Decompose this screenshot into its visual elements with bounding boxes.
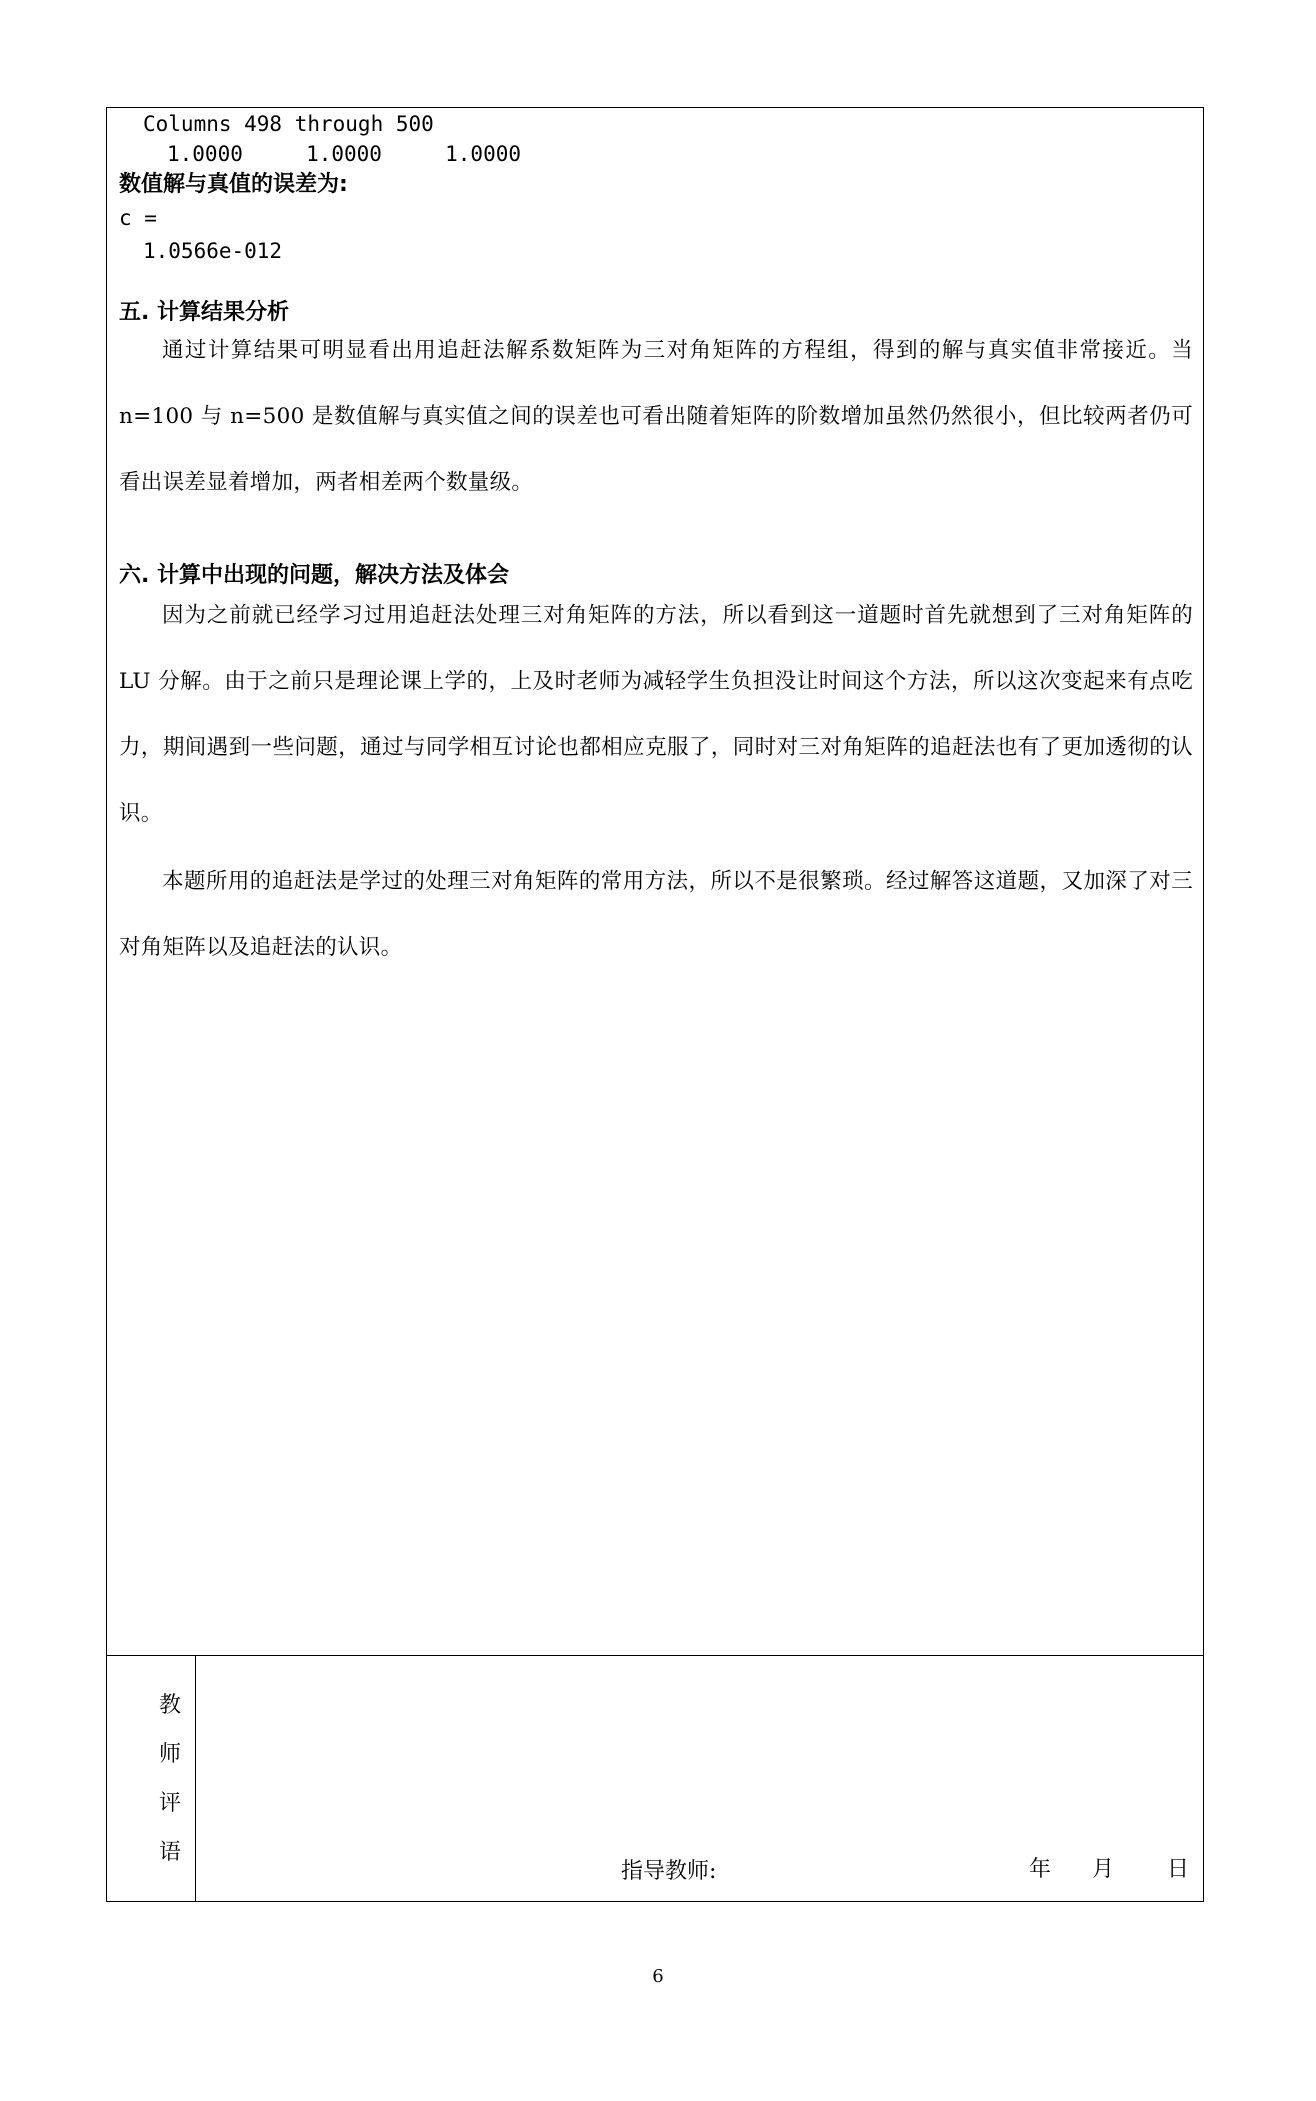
section6-paragraph1: 因为之前就已经学习过用追赶法处理三对角矩阵的方法，所以看到这一道题时首先就想到了三对角矩阵的 LU 分解。由于之前只是理论课上学的，上及时老师为减轻学生负担没让时间这个方法，所以这次变起来有点吃力，期间遇到一些问题，通过与同学相互讨论也都相应克服了，同时对三对角矩阵的追赶法也有了更加透彻的认识。 — [119, 603, 1193, 826]
advisor-label: 指导教师: — [621, 1859, 717, 1884]
section6-paragraph2: 本题所用的追赶法是学过的处理三对角矩阵的常用方法，所以不是很繁琐。经过解答这道题，又加深了对三对角矩阵以及追赶法的认识。 — [119, 869, 1193, 960]
review-label-column — [107, 1656, 196, 1901]
c-line: c = — [119, 206, 157, 230]
section6-heading: 六. 计算中出现的问题，解决方法及体会 — [119, 563, 510, 588]
page-number: 6 — [652, 1966, 664, 1987]
review-label-char: 评 — [159, 1791, 182, 1816]
report-frame — [106, 107, 1204, 1902]
review-label-char: 教 — [159, 1693, 182, 1718]
review-label-char: 师 — [159, 1742, 182, 1767]
error-label: 数值解与真值的误差为: — [119, 172, 348, 197]
month-label: 月 — [1092, 1857, 1115, 1882]
columns-line: Columns 498 through 500 — [143, 112, 434, 136]
teacher-review-section — [107, 1656, 1203, 1901]
values-line: 1.0000 1.0000 1.0000 — [167, 142, 522, 166]
section5-paragraph: 通过计算结果可明显看出用追赶法解系数矩阵为三对角矩阵的方程组，得到的解与真实值非常接近。当 n=100 与 n=500 是数值解与真实值之间的误差也可看出随着矩阵的阶数增加虽然仍然很小，但比较两者仍可看出误差显着增加，两者相差两个数量级。 — [119, 338, 1193, 495]
review-label-char: 语 — [159, 1840, 182, 1865]
year-label: 年 — [1029, 1857, 1052, 1882]
c-value: 1.0566e-012 — [143, 239, 283, 263]
day-label: 日 — [1167, 1857, 1190, 1882]
content-area — [107, 108, 1203, 1656]
section5-heading: 五. 计算结果分析 — [119, 300, 290, 325]
